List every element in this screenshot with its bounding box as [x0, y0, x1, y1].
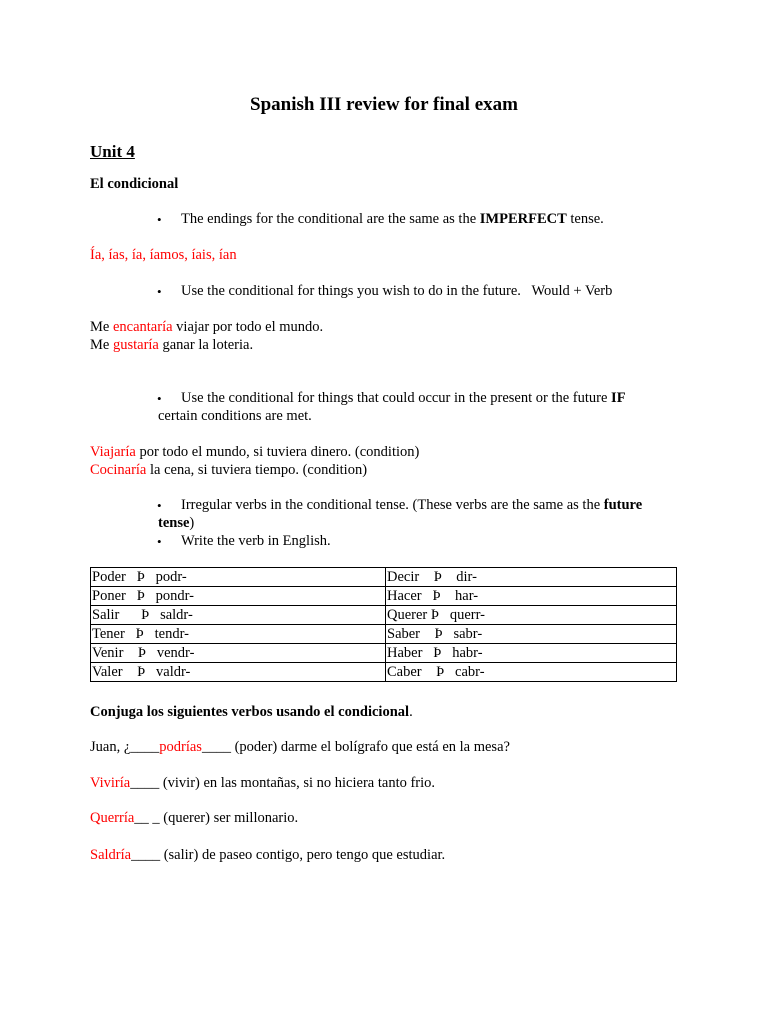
- bullet-irregular-line1: [181, 496, 642, 514]
- bullet-dot: •: [157, 391, 162, 406]
- table-cell: Valer Þ valdr-: [91, 663, 386, 682]
- exercise-post: __ _ (querer) ser millonario.: [134, 810, 299, 826]
- exercise-heading: [90, 703, 413, 721]
- irregular-verbs-table: [90, 567, 677, 682]
- bullet-imperfect: [181, 210, 604, 228]
- example-verb: Viajaría: [90, 444, 136, 460]
- table-cell: Querer Þ querr-: [386, 606, 677, 625]
- example-text: Me: [90, 319, 113, 335]
- exercise-answer: Saldría: [90, 847, 132, 863]
- table-cell: Poder Þ podr-: [91, 568, 386, 587]
- bullet-dot: •: [157, 284, 162, 299]
- example-encantaria: [90, 318, 323, 336]
- table-row: [91, 568, 677, 587]
- bullet-text: Use the conditional for things that could occur in the present or the future: [181, 390, 612, 406]
- example-text: Me: [90, 337, 113, 353]
- bullet-dot: •: [157, 212, 162, 227]
- bullet-write-english: Write the verb in English.: [181, 533, 331, 549]
- bullet-bold: future: [603, 497, 643, 513]
- exercise-answer: Viviría: [90, 775, 131, 791]
- exercise-item: [90, 809, 298, 827]
- bullet-bold: IMPERFECT: [479, 211, 567, 227]
- bullet-text: The endings for the conditional are the same as the: [181, 211, 480, 227]
- bullet-bold: IF: [611, 390, 626, 406]
- table-cell: Poner Þ pondr-: [91, 587, 386, 606]
- bullet-text: Irregular verbs in the conditional tense. (These verbs are the same as the: [181, 497, 604, 513]
- example-text-end: por todo el mundo, si tuviera dinero. (condition): [135, 444, 420, 460]
- table-row: [91, 606, 677, 625]
- example-text-end: viajar por todo el mundo.: [172, 319, 324, 335]
- table-row: [91, 644, 677, 663]
- table-row: [91, 587, 677, 606]
- bullet-irregular-line2: [158, 514, 194, 532]
- table-cell: Tener Þ tendr-: [91, 625, 386, 644]
- example-text-end: la cena, si tuviera tiempo. (condition): [146, 462, 368, 478]
- table-cell: Hacer Þ har-: [386, 587, 677, 606]
- exercise-item: [90, 846, 445, 864]
- exercise-heading-end: .: [409, 704, 413, 720]
- bullet-if-line2: certain conditions are met.: [158, 408, 312, 424]
- exercise-post: ____ (salir) de paseo contigo, pero tengo que estudiar.: [131, 847, 446, 863]
- exercise-item: [90, 738, 510, 756]
- table-cell: Decir Þ dir-: [386, 568, 677, 587]
- exercise-item: [90, 774, 435, 792]
- bullet-dot: •: [157, 534, 162, 549]
- document-title: Spanish III review for final exam: [250, 94, 518, 115]
- bullet-wish: Use the conditional for things you wish to do in the future. Would + Verb: [181, 283, 613, 299]
- bullet-text-end: tense.: [566, 211, 604, 227]
- example-verb: gustaría: [112, 337, 159, 353]
- section-heading: El condicional: [90, 176, 179, 192]
- exercise-post: ____ (poder) darme el bolígrafo que está en la mesa?: [201, 739, 510, 755]
- example-text-end: ganar la loteria.: [158, 337, 254, 353]
- example-cocinaria: [90, 461, 367, 479]
- bullet-bold: tense: [158, 515, 190, 531]
- table-cell: Venir Þ vendr-: [91, 644, 386, 663]
- table-cell: Saber Þ sabr-: [386, 625, 677, 644]
- example-verb: Cocinaría: [90, 462, 147, 478]
- bullet-dot: •: [157, 498, 162, 513]
- example-viajaria: [90, 443, 419, 461]
- example-verb: encantaría: [112, 319, 173, 335]
- table-cell: Caber Þ cabr-: [386, 663, 677, 682]
- table-cell: Salir Þ saldr-: [91, 606, 386, 625]
- example-gustaria: [90, 336, 253, 354]
- exercise-heading-bold: Conjuga los siguientes verbos usando el condicional: [90, 704, 410, 720]
- exercise-pre: Juan, ¿____: [90, 739, 160, 755]
- bullet-text-end: ): [189, 515, 195, 531]
- exercise-post: ____ (vivir) en las montañas, si no hiciera tanto frio.: [130, 775, 436, 791]
- unit-heading: Unit 4: [90, 142, 135, 161]
- table-cell: Haber Þ habr-: [386, 644, 677, 663]
- bullet-if-line1: [181, 389, 626, 407]
- table-row: [91, 625, 677, 644]
- exercise-answer: Querría: [90, 810, 135, 826]
- conditional-endings: Ía, ías, ía, íamos, íais, ían: [90, 247, 237, 263]
- table-row: [91, 663, 677, 682]
- exercise-answer: podrías: [159, 739, 202, 755]
